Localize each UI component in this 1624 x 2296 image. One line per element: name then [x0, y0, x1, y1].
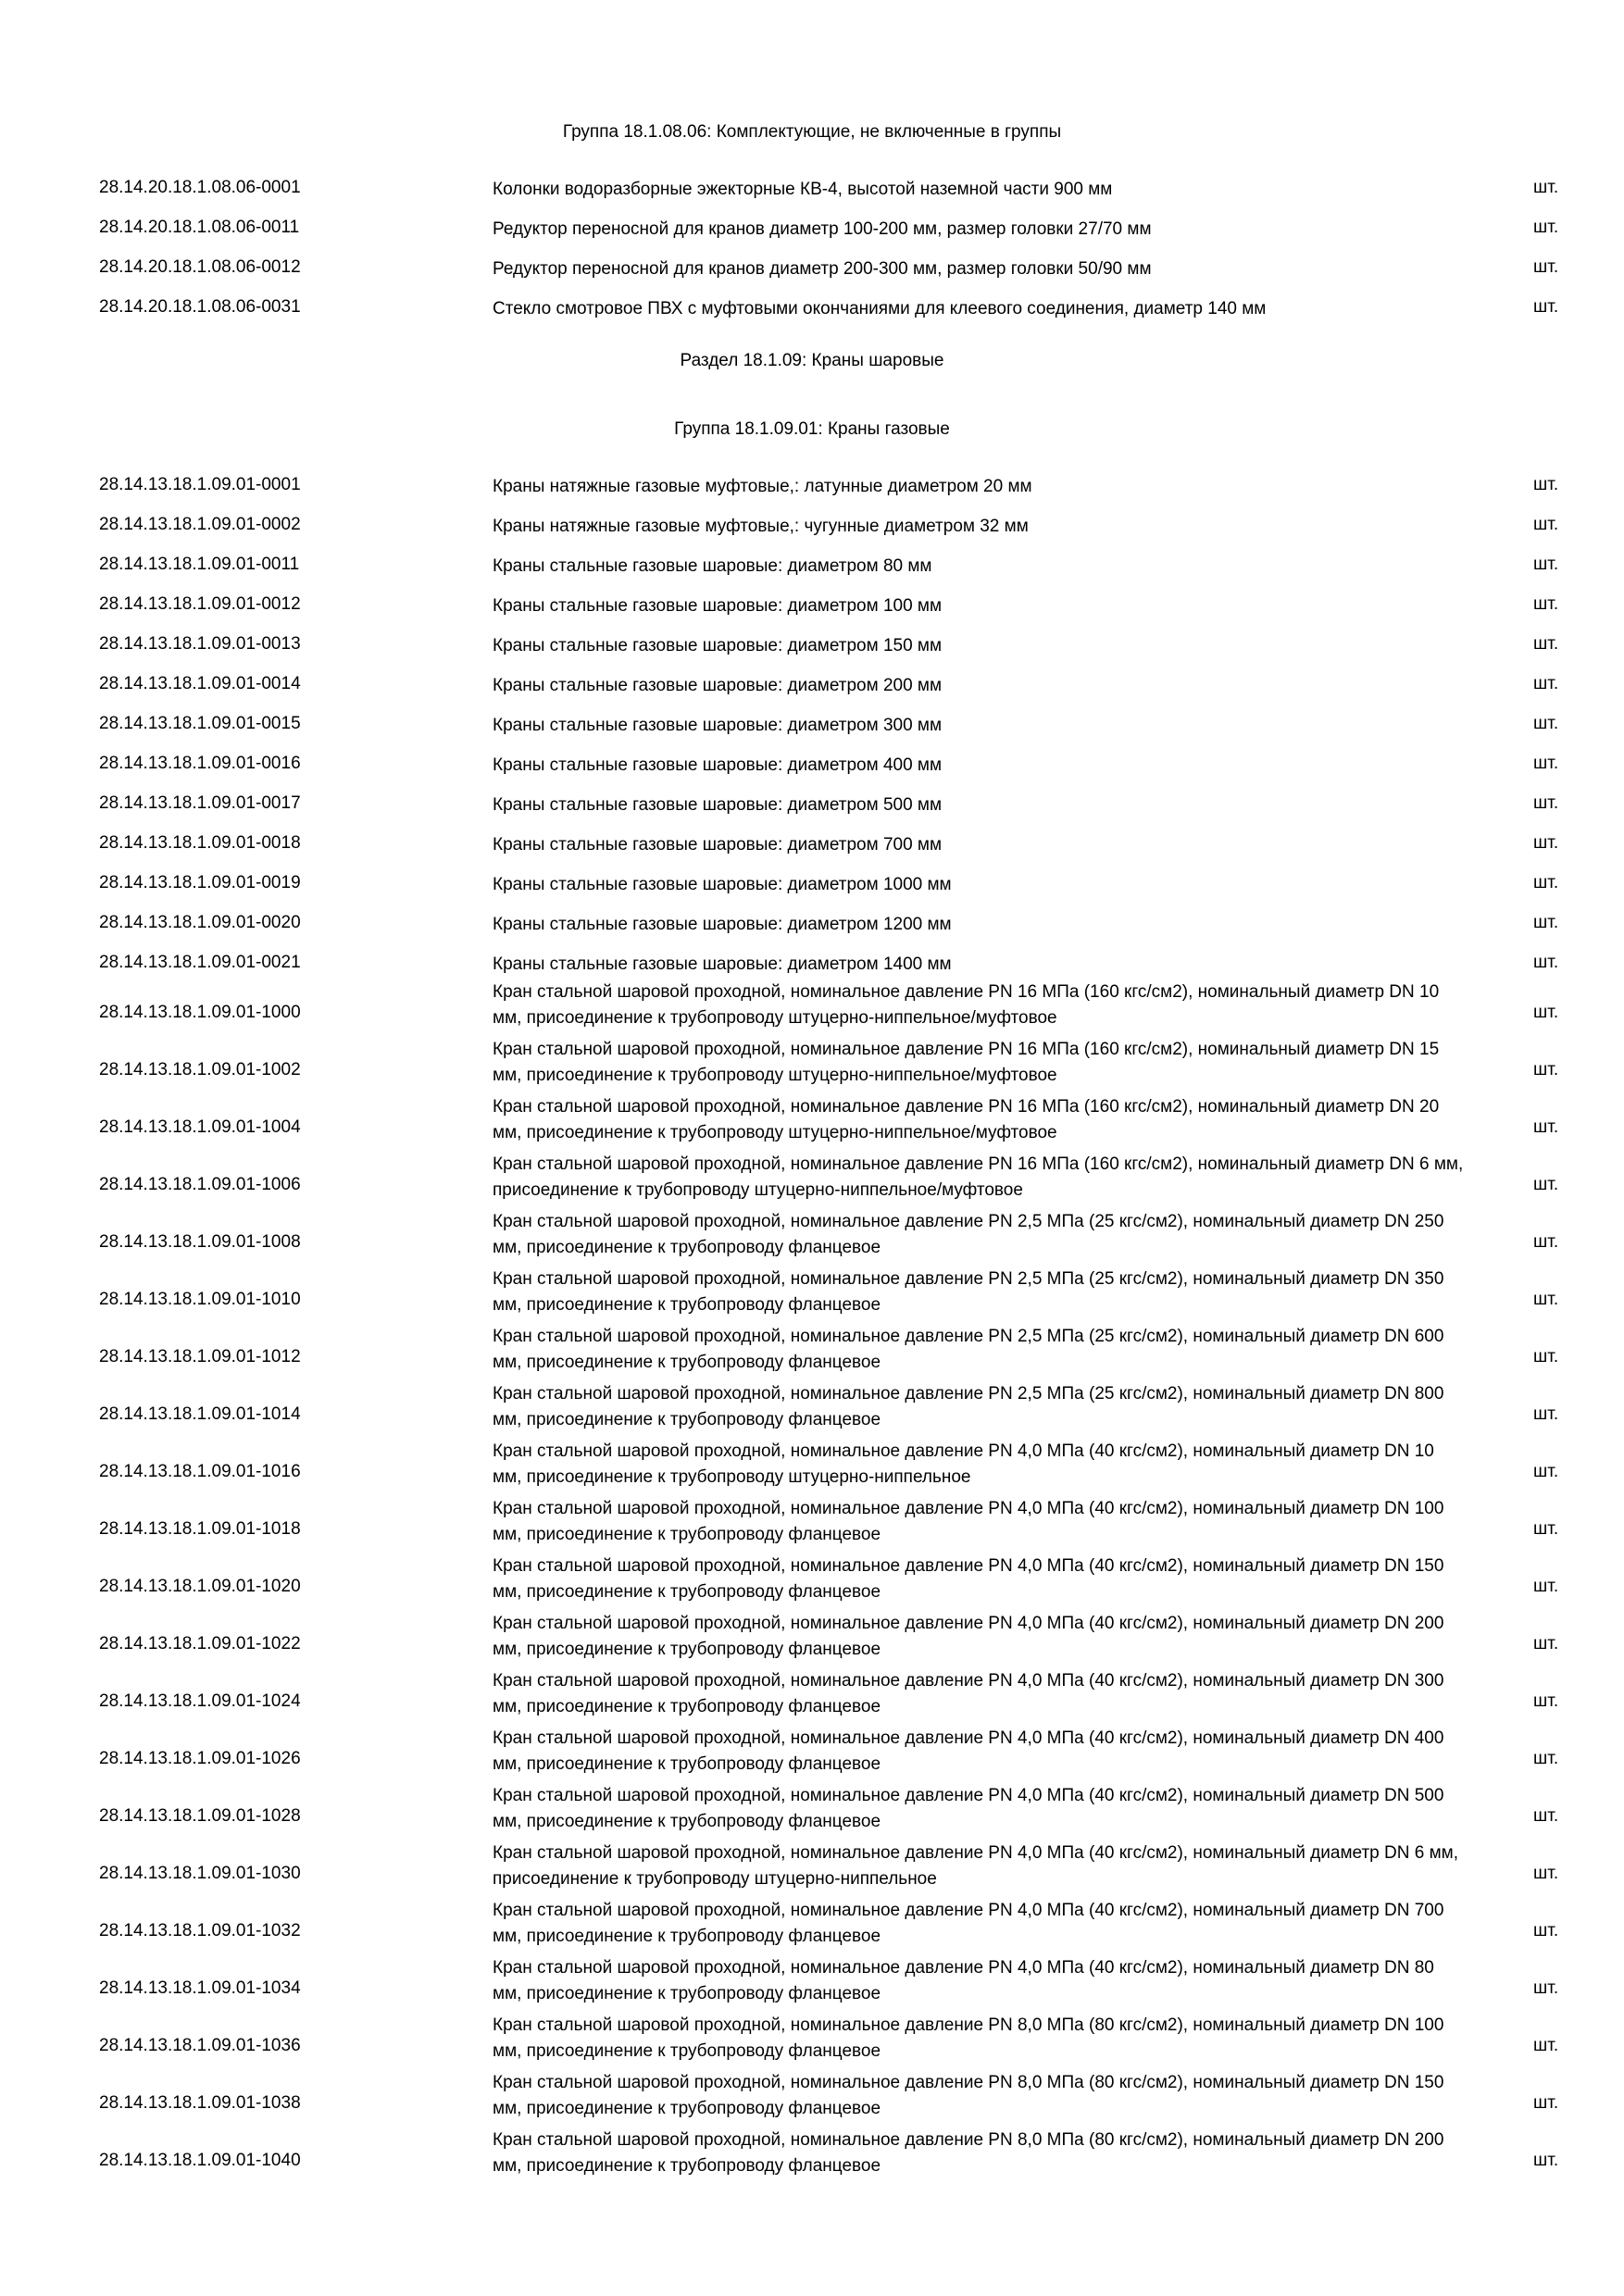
item-name: Краны стальные газовые шаровые: диаметром 1400 мм [493, 955, 952, 974]
item-code: 28.14.13.18.1.09.01-0018 [99, 833, 301, 853]
item-unit: шт. [1533, 2036, 1559, 2055]
item-unit: шт. [1533, 515, 1559, 534]
item-unit: шт. [1533, 1232, 1559, 1252]
item-unit: шт. [1533, 1117, 1559, 1137]
item-code: 28.14.13.18.1.09.01-1008 [99, 1232, 301, 1252]
item-code: 28.14.13.18.1.09.01-0021 [99, 953, 301, 972]
item-unit: шт. [1533, 1634, 1559, 1653]
item-name: Кран стальной шаровой проходной, номинальное давление PN 2,5 МПа (25 кгс/см2), номинальный диаметр DN 600 мм, присоединение к трубопроводу фланцевое [493, 1327, 1444, 1372]
group-heading: Группа 18.1.09.01: Краны газовые [674, 419, 950, 439]
item-unit: шт. [1533, 1175, 1559, 1194]
item-unit: шт. [1533, 634, 1559, 654]
item-name: Кран стальной шаровой проходной, номинальное давление PN 4,0 МПа (40 кгс/см2), номинальный диаметр DN 400 мм, присоединение к трубопроводу фланцевое [493, 1728, 1444, 1774]
item-name: Краны натяжные газовые муфтовые,: латунные диаметром 20 мм [493, 477, 1032, 496]
item-code: 28.14.13.18.1.09.01-1012 [99, 1347, 301, 1366]
item-code: 28.14.13.18.1.09.01-0012 [99, 594, 301, 614]
item-code: 28.14.13.18.1.09.01-0002 [99, 515, 301, 534]
item-code: 28.14.13.18.1.09.01-1034 [99, 1978, 301, 1998]
item-code: 28.14.13.18.1.09.01-0020 [99, 913, 301, 932]
item-name: Стекло смотровое ПВХ с муфтовыми окончаниями для клеевого соединения, диаметр 140 мм [493, 299, 1267, 318]
item-name: Краны стальные газовые шаровые: диаметром 150 мм [493, 636, 943, 655]
item-code: 28.14.13.18.1.09.01-1018 [99, 1519, 301, 1539]
item-unit: шт. [1533, 833, 1559, 853]
item-name: Краны стальные газовые шаровые: диаметром 400 мм [493, 755, 943, 775]
item-unit: шт. [1533, 754, 1559, 773]
item-code: 28.14.13.18.1.09.01-0016 [99, 754, 301, 773]
item-name: Кран стальной шаровой проходной, номинальное давление PN 4,0 МПа (40 кгс/см2), номинальный диаметр DN 200 мм, присоединение к трубопроводу фланцевое [493, 1614, 1444, 1659]
item-unit: шт. [1533, 1060, 1559, 1079]
item-code: 28.14.13.18.1.09.01-0017 [99, 793, 301, 813]
item-name: Колонки водоразборные эжекторные КВ-4, высотой наземной части 900 мм [493, 180, 1113, 199]
item-name: Краны стальные газовые шаровые: диаметром 700 мм [493, 835, 943, 855]
item-code: 28.14.13.18.1.09.01-1026 [99, 1749, 301, 1768]
item-name: Кран стальной шаровой проходной, номинальное давление PN 16 МПа (160 кгс/см2), номинальный диаметр DN 6 мм, присоединение к трубопроводу штуцерно-ниппельное/муфтовое [493, 1154, 1464, 1200]
item-name: Кран стальной шаровой проходной, номинальное давление PN 8,0 МПа (80 кгс/см2), номинальный диаметр DN 200 мм, присоединение к трубопроводу фланцевое [493, 2130, 1444, 2176]
item-unit: шт. [1533, 297, 1559, 317]
item-unit: шт. [1533, 2093, 1559, 2113]
item-unit: шт. [1533, 2151, 1559, 2170]
item-name: Кран стальной шаровой проходной, номинальное давление PN 16 МПа (160 кгс/см2), номинальный диаметр DN 15 мм, присоединение к трубопроводу штуцерно-ниппельное/муфтовое [493, 1040, 1440, 1085]
item-code: 28.14.13.18.1.09.01-1032 [99, 1921, 301, 1940]
item-unit: шт. [1533, 1404, 1559, 1424]
item-code: 28.14.20.18.1.08.06-0001 [99, 178, 301, 197]
item-code: 28.14.13.18.1.09.01-1028 [99, 1806, 301, 1826]
item-code: 28.14.13.18.1.09.01-0014 [99, 674, 301, 693]
item-name: Редуктор переносной для кранов диаметр 200-300 мм, размер головки 50/90 мм [493, 259, 1152, 279]
item-unit: шт. [1533, 475, 1559, 494]
item-name: Кран стальной шаровой проходной, номинальное давление PN 4,0 МПа (40 кгс/см2), номинальный диаметр DN 500 мм, присоединение к трубопроводу фланцевое [493, 1786, 1444, 1831]
item-code: 28.14.13.18.1.09.01-1014 [99, 1404, 301, 1424]
item-name: Краны натяжные газовые муфтовые,: чугунные диаметром 32 мм [493, 517, 1029, 536]
item-code: 28.14.13.18.1.09.01-1002 [99, 1060, 301, 1079]
item-code: 28.14.20.18.1.08.06-0031 [99, 297, 301, 317]
item-name: Краны стальные газовые шаровые: диаметром 100 мм [493, 596, 943, 616]
item-unit: шт. [1533, 873, 1559, 892]
item-unit: шт. [1533, 1519, 1559, 1539]
item-unit: шт. [1533, 178, 1559, 197]
item-name: Кран стальной шаровой проходной, номинальное давление PN 4,0 МПа (40 кгс/см2), номинальный диаметр DN 700 мм, присоединение к трубопроводу фланцевое [493, 1901, 1444, 1946]
item-name: Краны стальные газовые шаровые: диаметром 1200 мм [493, 915, 952, 934]
item-unit: шт. [1533, 1347, 1559, 1366]
item-unit: шт. [1533, 1462, 1559, 1481]
item-name: Кран стальной шаровой проходной, номинальное давление PN 4,0 МПа (40 кгс/см2), номинальный диаметр DN 80 мм, присоединение к трубопроводу фланцевое [493, 1958, 1434, 2003]
item-code: 28.14.13.18.1.09.01-0001 [99, 475, 301, 494]
item-code: 28.14.13.18.1.09.01-0011 [99, 555, 300, 574]
item-code: 28.14.13.18.1.09.01-1038 [99, 2093, 301, 2113]
item-code: 28.14.20.18.1.08.06-0012 [99, 257, 301, 277]
item-code: 28.14.13.18.1.09.01-1030 [99, 1864, 301, 1883]
item-name: Кран стальной шаровой проходной, номинальное давление PN 2,5 МПа (25 кгс/см2), номинальный диаметр DN 800 мм, присоединение к трубопроводу фланцевое [493, 1384, 1444, 1429]
item-code: 28.14.13.18.1.09.01-1016 [99, 1462, 301, 1481]
item-code: 28.14.13.18.1.09.01-1040 [99, 2151, 301, 2170]
item-unit: шт. [1533, 1003, 1559, 1022]
item-unit: шт. [1533, 257, 1559, 277]
item-unit: шт. [1533, 1749, 1559, 1768]
item-code: 28.14.13.18.1.09.01-1036 [99, 2036, 301, 2055]
item-name: Кран стальной шаровой проходной, номинальное давление PN 4,0 МПа (40 кгс/см2), номинальный диаметр DN 150 мм, присоединение к трубопроводу фланцевое [493, 1556, 1444, 1602]
item-code: 28.14.13.18.1.09.01-0015 [99, 714, 301, 733]
item-name: Кран стальной шаровой проходной, номинальное давление PN 4,0 МПа (40 кгс/см2), номинальный диаметр DN 300 мм, присоединение к трубопроводу фланцевое [493, 1671, 1444, 1716]
item-code: 28.14.13.18.1.09.01-1020 [99, 1577, 301, 1596]
item-unit: шт. [1533, 218, 1559, 237]
item-name: Краны стальные газовые шаровые: диаметром 500 мм [493, 795, 943, 815]
item-code: 28.14.20.18.1.08.06-0011 [99, 218, 300, 237]
item-name: Кран стальной шаровой проходной, номинальное давление PN 4,0 МПа (40 кгс/см2), номинальный диаметр DN 10 мм, присоединение к трубопроводу штуцерно-ниппельное [493, 1441, 1434, 1487]
item-name: Кран стальной шаровой проходной, номинальное давление PN 8,0 МПа (80 кгс/см2), номинальный диаметр DN 150 мм, присоединение к трубопроводу фланцевое [493, 2073, 1444, 2118]
item-code: 28.14.13.18.1.09.01-0019 [99, 873, 301, 892]
item-unit: шт. [1533, 1921, 1559, 1940]
item-code: 28.14.13.18.1.09.01-1004 [99, 1117, 301, 1137]
item-unit: шт. [1533, 674, 1559, 693]
item-unit: шт. [1533, 1290, 1559, 1309]
item-unit: шт. [1533, 714, 1559, 733]
section-heading: Раздел 18.1.09: Краны шаровые [680, 351, 944, 370]
item-code: 28.14.13.18.1.09.01-1024 [99, 1691, 301, 1711]
item-unit: шт. [1533, 953, 1559, 972]
item-name: Кран стальной шаровой проходной, номинальное давление PN 4,0 МПа (40 кгс/см2), номинальный диаметр DN 100 мм, присоединение к трубопроводу фланцевое [493, 1499, 1444, 1544]
group-heading: Группа 18.1.08.06: Комплектующие, не включенные в группы [562, 122, 1062, 142]
item-unit: шт. [1533, 555, 1559, 574]
item-code: 28.14.13.18.1.09.01-1010 [99, 1290, 301, 1309]
item-name: Краны стальные газовые шаровые: диаметром 200 мм [493, 676, 943, 695]
item-name: Кран стальной шаровой проходной, номинальное давление PN 4,0 МПа (40 кгс/см2), номинальный диаметр DN 6 мм, присоединение к трубопроводу штуцерно-ниппельное [493, 1843, 1458, 1889]
item-name: Кран стальной шаровой проходной, номинальное давление PN 2,5 МПа (25 кгс/см2), номинальный диаметр DN 350 мм, присоединение к трубопроводу фланцевое [493, 1269, 1444, 1315]
item-unit: шт. [1533, 1806, 1559, 1826]
item-code: 28.14.13.18.1.09.01-1022 [99, 1634, 301, 1653]
item-unit: шт. [1533, 1691, 1559, 1711]
item-code: 28.14.13.18.1.09.01-0013 [99, 634, 301, 654]
item-unit: шт. [1533, 913, 1559, 932]
item-name: Кран стальной шаровой проходной, номинальное давление PN 16 МПа (160 кгс/см2), номинальный диаметр DN 20 мм, присоединение к трубопроводу штуцерно-ниппельное/муфтовое [493, 1097, 1440, 1142]
item-code: 28.14.13.18.1.09.01-1000 [99, 1003, 301, 1022]
item-name: Кран стальной шаровой проходной, номинальное давление PN 16 МПа (160 кгс/см2), номинальный диаметр DN 10 мм, присоединение к трубопроводу штуцерно-ниппельное/муфтовое [493, 982, 1440, 1028]
item-name: Редуктор переносной для кранов диаметр 100-200 мм, размер головки 27/70 мм [493, 219, 1152, 239]
item-name: Кран стальной шаровой проходной, номинальное давление PN 8,0 МПа (80 кгс/см2), номинальный диаметр DN 100 мм, присоединение к трубопроводу фланцевое [493, 2015, 1444, 2061]
item-name: Краны стальные газовые шаровые: диаметром 300 мм [493, 716, 943, 735]
item-unit: шт. [1533, 793, 1559, 813]
item-name: Краны стальные газовые шаровые: диаметром 1000 мм [493, 875, 952, 894]
item-code: 28.14.13.18.1.09.01-1006 [99, 1175, 301, 1194]
item-name: Краны стальные газовые шаровые: диаметром 80 мм [493, 556, 932, 576]
item-name: Кран стальной шаровой проходной, номинальное давление PN 2,5 МПа (25 кгс/см2), номинальный диаметр DN 250 мм, присоединение к трубопроводу фланцевое [493, 1212, 1444, 1257]
item-unit: шт. [1533, 1864, 1559, 1883]
item-unit: шт. [1533, 1978, 1559, 1998]
item-unit: шт. [1533, 594, 1559, 614]
item-unit: шт. [1533, 1577, 1559, 1596]
